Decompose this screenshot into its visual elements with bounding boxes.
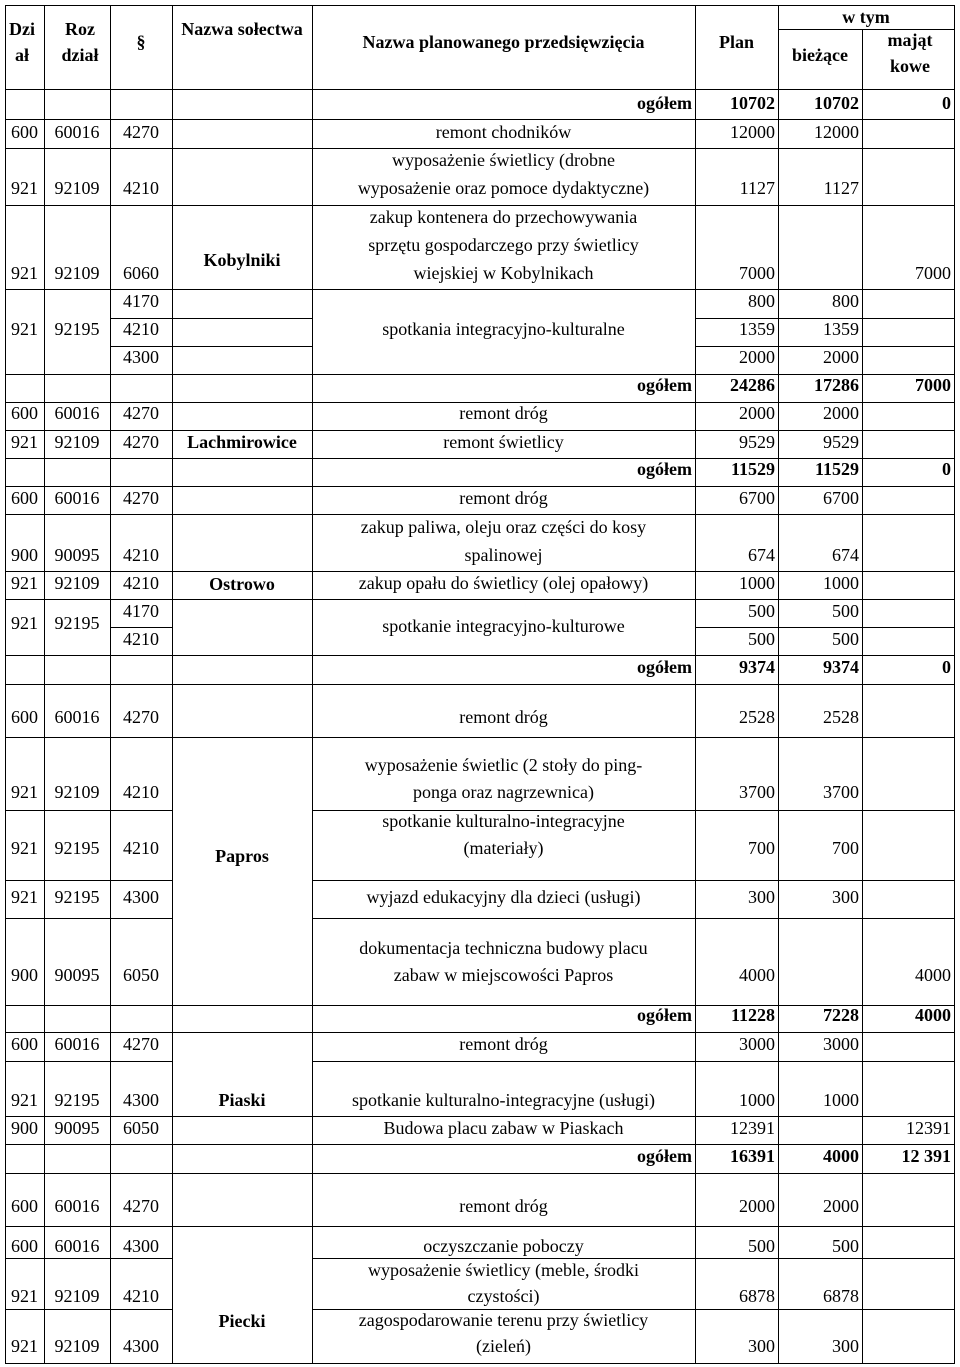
row-divider	[5, 1061, 173, 1062]
solectwo-name: Piecki	[218, 1311, 266, 1331]
dzial-code: 900	[11, 965, 38, 985]
dzial-code: 921	[11, 838, 38, 858]
plan-value: 300	[748, 887, 775, 907]
paragraf-code: 4270	[123, 488, 159, 508]
total-label: ogółem	[637, 459, 692, 479]
rozdzial-code: 92195	[54, 838, 100, 858]
dzial-code: 600	[11, 707, 38, 727]
dzial-code: 921	[11, 1336, 38, 1356]
biezace-value: 9374	[823, 657, 859, 677]
plan-value: 12000	[730, 122, 775, 142]
biezace-value: 2528	[823, 707, 859, 727]
column-divider	[695, 89, 696, 1364]
row-divider	[312, 918, 955, 919]
rozdzial-code: 92195	[54, 1090, 100, 1110]
row-divider	[312, 880, 955, 881]
dzial-code: 921	[11, 178, 38, 198]
column-divider	[5, 89, 6, 1364]
task-name: wyposażenie świetlicy (drobne	[392, 150, 615, 170]
majatkowe-value: 12 391	[901, 1146, 951, 1166]
plan-value: 6878	[739, 1286, 775, 1306]
plan-value: 674	[748, 545, 775, 565]
biezace-value: 1359	[823, 319, 859, 339]
plan-value: 4000	[739, 965, 775, 985]
dzial-code: 900	[11, 545, 38, 565]
plan-value: 300	[748, 1336, 775, 1356]
paragraf-code: 4270	[123, 432, 159, 452]
biezace-value: 10702	[814, 93, 859, 113]
plan-value: 2000	[739, 1196, 775, 1216]
biezace-value: 17286	[814, 375, 859, 395]
biezace-value: 2000	[823, 347, 859, 367]
plan-value: 1359	[739, 319, 775, 339]
header-w-tym: w tym	[842, 7, 890, 27]
biezace-value: 12000	[814, 122, 859, 142]
plan-value: 1000	[739, 573, 775, 593]
majatkowe-value: 0	[942, 459, 951, 479]
task-name: sprzętu gospodarczego przy świetlicy	[368, 235, 639, 255]
biezace-value: 1000	[823, 573, 859, 593]
rozdzial-code: 90095	[54, 965, 100, 985]
rozdzial-code: 90095	[54, 545, 100, 565]
majatkowe-value: 4000	[915, 965, 951, 985]
paragraf-code: 4300	[123, 887, 159, 907]
task-name: spotkania integracyjno-kulturalne	[382, 319, 625, 339]
biezace-value: 500	[832, 1236, 859, 1256]
dzial-code: 600	[11, 1034, 38, 1054]
paragraf-code: 6050	[123, 965, 159, 985]
plan-value: 12391	[730, 1118, 775, 1138]
column-divider	[862, 89, 863, 1364]
plan-value: 500	[748, 1236, 775, 1256]
paragraf-code: 4270	[123, 122, 159, 142]
paragraf-code: 4300	[123, 1336, 159, 1356]
header-biezace: bieżące	[792, 45, 848, 65]
biezace-value: 300	[832, 1336, 859, 1356]
column-divider	[312, 5, 313, 90]
column-divider	[44, 89, 45, 1364]
biezace-value: 7228	[823, 1005, 859, 1025]
plan-value: 2528	[739, 707, 775, 727]
task-name: ponga oraz nagrzewnica)	[413, 782, 594, 802]
biezace-value: 500	[832, 629, 859, 649]
row-divider	[5, 1309, 173, 1310]
paragraf-code: 4270	[123, 707, 159, 727]
plan-value: 24286	[730, 375, 775, 395]
task-name: remont dróg	[459, 1034, 548, 1054]
dzial-code: 600	[11, 1236, 38, 1256]
plan-value: 700	[748, 838, 775, 858]
plan-value: 500	[748, 629, 775, 649]
task-name: remont świetlicy	[443, 432, 564, 452]
row-divider	[778, 29, 955, 30]
header-rozdzial: Roz dział	[61, 19, 99, 65]
majatkowe-value: 0	[942, 657, 951, 677]
task-name: spotkanie integracyjno-kulturowe	[382, 616, 625, 636]
task-name: zakup opału do świetlicy (olej opałowy)	[358, 573, 649, 593]
dzial-code: 921	[11, 263, 38, 283]
column-divider	[172, 5, 173, 90]
total-label: ogółem	[637, 1146, 692, 1166]
dzial-code: 921	[11, 432, 38, 452]
task-name: (materiały)	[463, 838, 544, 858]
header-plan: Plan	[718, 32, 754, 52]
paragraf-code: 6060	[123, 263, 159, 283]
header-majatkowe: mająt kowe	[887, 30, 933, 76]
column-divider	[110, 89, 111, 1364]
paragraf-code: 6050	[123, 1118, 159, 1138]
biezace-value: 800	[832, 291, 859, 311]
row-divider	[5, 918, 173, 919]
biezace-value: 1127	[823, 178, 859, 198]
dzial-code: 600	[11, 122, 38, 142]
column-divider	[695, 5, 696, 90]
biezace-value: 1000	[823, 1090, 859, 1110]
plan-value: 2000	[739, 403, 775, 423]
majatkowe-value: 7000	[915, 263, 951, 283]
task-name: spalinowej	[464, 545, 543, 565]
paragraf-code: 4210	[123, 838, 159, 858]
paragraf-code: 4300	[123, 1090, 159, 1110]
paragraf-code: 4300	[123, 1236, 159, 1256]
dzial-code: 921	[11, 1286, 38, 1306]
dzial-code: 600	[11, 403, 38, 423]
plan-value: 500	[748, 601, 775, 621]
plan-value: 10702	[730, 93, 775, 113]
column-divider	[954, 5, 955, 90]
plan-value: 1000	[739, 1090, 775, 1110]
plan-value: 9529	[739, 432, 775, 452]
biezace-value: 2000	[823, 403, 859, 423]
biezace-value: 674	[832, 545, 859, 565]
column-divider	[778, 89, 779, 1364]
header-solectwo: Nazwa sołectwa	[181, 19, 303, 39]
row-divider	[5, 119, 955, 120]
paragraf-code: 4210	[123, 573, 159, 593]
plan-value: 3700	[739, 782, 775, 802]
plan-value: 11529	[730, 459, 775, 479]
solectwo-name: Kobylniki	[203, 250, 281, 270]
dzial-code: 600	[11, 488, 38, 508]
dzial-code: 921	[11, 319, 38, 339]
biezace-value: 3000	[823, 1034, 859, 1054]
biezace-value: 4000	[823, 1146, 859, 1166]
column-divider	[110, 5, 111, 90]
task-name: remont chodników	[435, 122, 572, 142]
rozdzial-code: 92109	[54, 263, 100, 283]
biezace-value: 300	[832, 887, 859, 907]
paragraf-code: 4170	[123, 601, 159, 621]
task-name: dokumentacja techniczna budowy placu	[359, 938, 648, 958]
total-label: ogółem	[637, 375, 692, 395]
task-name: zakup paliwa, oleju oraz części do kosy	[360, 517, 647, 537]
task-name: wyposażenie świetlic (2 stoły do ping-	[364, 755, 643, 775]
solectwo-name: Piaski	[218, 1090, 266, 1110]
paragraf-code: 4270	[123, 1034, 159, 1054]
rozdzial-code: 92109	[54, 178, 100, 198]
rozdzial-code: 60016	[54, 403, 100, 423]
biezace-value: 9529	[823, 432, 859, 452]
plan-value: 6700	[739, 488, 775, 508]
rozdzial-code: 92109	[54, 1336, 100, 1356]
task-name: wiejskiej w Kobylnikach	[413, 263, 594, 283]
paragraf-code: 4300	[123, 347, 159, 367]
task-name: oczyszczanie poboczy	[423, 1236, 584, 1256]
paragraf-code: 4170	[123, 291, 159, 311]
column-divider	[44, 5, 45, 90]
row-divider	[312, 810, 955, 811]
column-divider	[862, 29, 863, 90]
plan-value: 1127	[739, 178, 775, 198]
rozdzial-code: 60016	[54, 122, 100, 142]
dzial-code: 600	[11, 1196, 38, 1216]
task-name: wyposażenie oraz pomoce dydaktyczne)	[357, 178, 650, 198]
paragraf-code: 4270	[123, 403, 159, 423]
paragraf-code: 4210	[123, 782, 159, 802]
solectwo-name: Lachmirowice	[187, 432, 297, 452]
row-divider	[5, 1226, 955, 1227]
biezace-value: 2000	[823, 1196, 859, 1216]
paragraf-code: 4210	[123, 545, 159, 565]
dzial-code: 921	[11, 613, 38, 633]
majatkowe-value: 0	[942, 93, 951, 113]
paragraf-code: 4210	[123, 178, 159, 198]
task-name: spotkanie kulturalno-integracyjne	[382, 811, 625, 831]
plan-value: 7000	[739, 263, 775, 283]
header-nazwa: Nazwa planowanego przedsięwzięcia	[362, 32, 645, 52]
total-label: ogółem	[637, 657, 692, 677]
task-name: remont dróg	[459, 403, 548, 423]
column-divider	[5, 5, 6, 90]
rozdzial-code: 92109	[54, 432, 100, 452]
rozdzial-code: 60016	[54, 488, 100, 508]
plan-value: 800	[748, 291, 775, 311]
rozdzial-code: 92195	[54, 887, 100, 907]
paragraf-code: 4210	[123, 319, 159, 339]
plan-value: 2000	[739, 347, 775, 367]
column-divider	[172, 89, 173, 1364]
row-divider	[5, 5, 955, 6]
dzial-code: 921	[11, 887, 38, 907]
column-divider	[778, 5, 779, 90]
task-name: remont dróg	[459, 1196, 548, 1216]
header-paragraf: §	[136, 32, 146, 52]
task-name: zakup kontenera do przechowywania	[369, 207, 638, 227]
row-divider	[5, 684, 955, 685]
biezace-value: 6700	[823, 488, 859, 508]
rozdzial-code: 92195	[54, 319, 100, 339]
row-divider	[5, 1363, 955, 1364]
row-divider	[5, 89, 955, 90]
total-label: ogółem	[637, 93, 692, 113]
rozdzial-code: 92109	[54, 573, 100, 593]
task-name: zabaw w miejscowości Papros	[393, 965, 614, 985]
biezace-value: 11529	[814, 459, 859, 479]
solectwo-name: Ostrowo	[209, 574, 275, 594]
row-divider	[312, 1061, 955, 1062]
total-label: ogółem	[637, 1005, 692, 1025]
plan-value: 9374	[739, 657, 775, 677]
rozdzial-code: 92195	[54, 613, 100, 633]
solectwo-name: Papros	[215, 846, 269, 866]
rozdzial-code: 92109	[54, 782, 100, 802]
task-name: Budowa placu zabaw w Piaskach	[383, 1118, 624, 1138]
biezace-value: 700	[832, 838, 859, 858]
majatkowe-value: 12391	[906, 1118, 951, 1138]
majatkowe-value: 7000	[915, 375, 951, 395]
task-name: spotkanie kulturalno-integracyjne (usługi)	[352, 1090, 655, 1110]
task-name: zagospodarowanie terenu przy świetlicy	[358, 1310, 649, 1330]
rozdzial-code: 60016	[54, 1196, 100, 1216]
rozdzial-code: 60016	[54, 707, 100, 727]
task-name: (zieleń)	[476, 1336, 531, 1356]
dzial-code: 921	[11, 782, 38, 802]
row-divider	[5, 880, 173, 881]
row-divider	[5, 1258, 173, 1259]
rozdzial-code: 60016	[54, 1034, 100, 1054]
paragraf-code: 4210	[123, 1286, 159, 1306]
task-name: remont dróg	[459, 488, 548, 508]
column-divider	[312, 89, 313, 1364]
task-name: wyposażenie świetlicy (meble, środki	[368, 1260, 639, 1280]
task-name: remont dróg	[459, 707, 548, 727]
biezace-value: 500	[832, 601, 859, 621]
biezace-value: 3700	[823, 782, 859, 802]
plan-value: 3000	[739, 1034, 775, 1054]
majatkowe-value: 4000	[915, 1005, 951, 1025]
header-dzial: Dzi ał	[9, 19, 35, 65]
paragraf-code: 4270	[123, 1196, 159, 1216]
biezace-value: 6878	[823, 1286, 859, 1306]
row-divider	[5, 737, 955, 738]
dzial-code: 921	[11, 573, 38, 593]
rozdzial-code: 60016	[54, 1236, 100, 1256]
plan-value: 16391	[730, 1146, 775, 1166]
task-name: czystości)	[467, 1286, 540, 1306]
paragraf-code: 4210	[123, 629, 159, 649]
task-name: wyjazd edukacyjny dla dzieci (usługi)	[366, 887, 641, 907]
row-divider	[5, 514, 955, 515]
dzial-code: 900	[11, 1118, 38, 1138]
rozdzial-code: 92109	[54, 1286, 100, 1306]
row-divider	[5, 1173, 955, 1174]
rozdzial-code: 90095	[54, 1118, 100, 1138]
column-divider	[954, 89, 955, 1364]
plan-value: 11228	[730, 1005, 775, 1025]
row-divider	[5, 810, 173, 811]
dzial-code: 921	[11, 1090, 38, 1110]
